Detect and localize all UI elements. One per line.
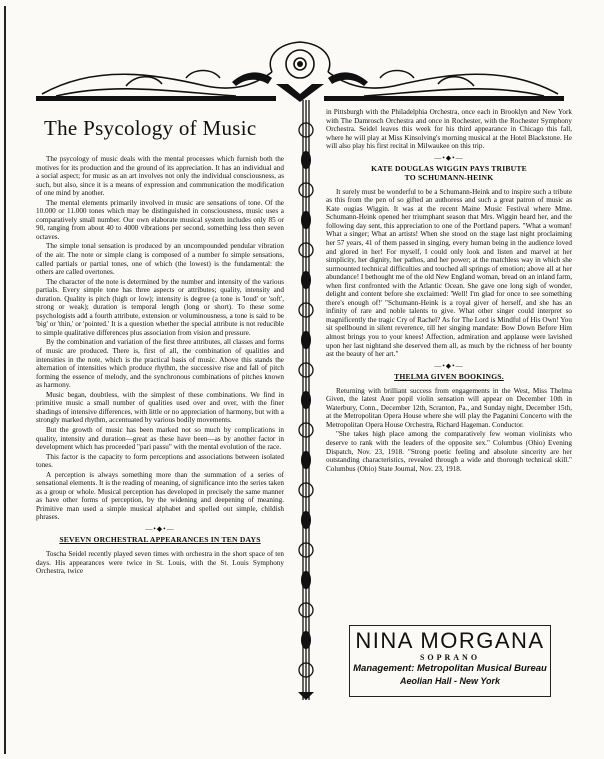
article-title-wiggin <box>326 164 572 182</box>
separator: —•◆•— <box>434 361 464 370</box>
paragraph: The simple tonal sensation is produced by an uncompounded pendular vibration of the air. The note or simple clang is composed of a number fo simple sensations, called partials or partial tones, one of which (the lowest) is the fundamental: the others are called overtones. <box>36 242 284 277</box>
paragraph: "She takes high place among the comparatively few woman violinists who deserve to rank with the leaders of the opposite sex." Columbus (Ohio) Evening Dispatch, Nov. 23, 1918. "Strong poetic feeling and absolute sincerity are her outstanding characteristics, revealed through a wide and thorough technical skill." Columbus (Ohio) State Journal, Nov. 23, 1918. <box>326 430 572 473</box>
advertisement-box <box>349 625 551 697</box>
article-title-orchestral: SEVEVN ORCHESTRAL APPEARANCES IN TEN DAYS <box>59 534 261 544</box>
column-divider-ornament-icon <box>294 100 318 700</box>
ad-hall: Aeolian Hall - New York <box>399 676 501 686</box>
ad-voice: SOPRANO <box>419 653 481 662</box>
article-title-thelma: THELMA GIVEN BOOKINGS. <box>394 371 504 381</box>
paragraph: It surely must be wonderful to be a Schumann-Heink and to inspire such a tribute as this from the pen of so gifted an authoress and such a great patron of music as Kate ougias Wiggin. It was at the recent Maine Music Festival where Mme. Schumann-Heink opened her triumphant season that Mrs. Wiggin heard her, and the following day sent, this appreciation to one of the Portland papers. "What a woman! What a singer; What an artists! When she stood on the stage last night proclaiming her 57 years, 41 of them passed in singing, every human being in the audience loved and glored in her! For myself, I could only look and listen and marvel at her simplicity, her dignity, her pathos, and her power; at the matchless way in which she surmounted technical difficulties and touched all springs of emotion; above all at her abundance! I bethought me of the old New England woman, bread on an inland farm, when first confronted with the Atlantic Ocean. She gave one long sigh of wonder, delight and content before she exclaimed: 'Well! I'm glad for once to see something there's enough of!' "Schumann-Heink is a royal giver of herself, and she has an infinity of rare and noble talents to give. What other singer could interpret so magnificently the tragic Cry of Rachel? As for The Lord is Mindful of His Own! You sit spellbound in silent reverence, till her singing mandate: Bow Down Before Him almost brings you to your knees! Affection, admiration and applause were lavished upon her last nightand she deserved them all, as much by the richness of her bounty ast the beauty of her art." <box>326 187 572 359</box>
right-column <box>326 108 572 474</box>
left-column <box>36 108 284 577</box>
paragraph: But the growth of music has been marked not so much by complications in quality, intensity and duration—great as these have been—as by another factor in development which has proceeded "pari passu" with the mental evolution of the race. <box>36 425 284 452</box>
article-title-wiggin-line1: KATE DOUGLAS WIGGIN PAYS TRIBUTE <box>371 163 527 173</box>
article-title-wiggin-line2: TO SCHUMANN-HEINK <box>404 172 494 182</box>
separator: —•◆•— <box>434 153 464 162</box>
separator: —•◆•— <box>145 524 175 533</box>
ad-name: NINA MORGANA <box>355 628 545 653</box>
paragraph: Returning with brilliant success from engagements in the West, Miss Thelma Given, the latest Auer popil violin sensation will appear on December 10th in Waterbury, Conn., December 12th, Scranton, Pa., and Sunday night, December 15th, at the Metropolitan Opera House where she will play the Paganini Concerto with the Metropolitan Opera House Orchestra, Richard Hageman. Conductor. <box>326 386 572 429</box>
ad-management: Management: Metropolitan Musical Bureau <box>353 663 547 674</box>
paragraph: This factor is the capacity to form perceptions and associations between isolated tones. <box>36 452 284 470</box>
paragraph: By the combination and variation of the first three attributes, all classes and forms of music are produced. There is, first of all, the combination of qualities and intensities in the note, which is the practical basis of music. Above this stands the alternation of intensities which produce rhythm, the successive rise and fall of pitch forming the essence of melody, and the synchronous combinations of pitches known as harmony. <box>36 338 284 390</box>
paragraph: Music began, doubtless, with the simplest of these combinations. We find in primitive music a small number of qualities used over and over, with the finer shadings of intensive differences, with little or no appreciation of harmony, but with a strongly marked rhythm, accentuated by various bodily movements. <box>36 390 284 425</box>
paragraph: Toscha Seidel recently played seven times with orchestra in the short space of ten days. His appearances were twice in St. Louis, with the St. Louis Symphony Orchestra, twice <box>36 549 284 576</box>
paragraph: The psycology of music deals with the mental processes which furnish both the motives for its production and the ground of its appreciation. It has an individual and a social aspect; for music as an art involves not only the individual consciousness, as such, but also, since it is a means of expression and communication the modification of one mind by another. <box>36 155 284 198</box>
paragraph: The character of the note is determined by the number and intensity of the various partials. Every simple tone has three aspects or attributes; quality, intensity and duration. Quality is pitch (high or low); intensity is degree (a tone is 'loud' or 'soft', strong or weak); duration is temporal length (long or short). To these some psychologists add a fourth attribute, extension or voluminousness, a tone is said to be 'big' or 'thin,' or 'pointed.' It is a question whether the special attribute is not reducible to simple qualitative differences plus association from vision and pressure. <box>36 277 284 337</box>
paragraph: The mental elements primarily involved in music are sensations of tone. Of the 10.000 or 11.000 tones which may be distinguished in consciousness, music uses a comparatively small number. Our own elaborate musical system includes only 85 or 90, ranging from about 40 to 4000 vibrations per second, something less then seven octaves. <box>36 198 284 241</box>
article-title-psycology: The Psycology of Music <box>44 116 257 140</box>
paragraph: in Pittsburgh with the Philadelphia Orchestra, once each in Brooklyn and New York with The Damrosch Orchestra and once in Rochester, with the Rochester Symphony Orchestra. Seidel leaves this week for his third appearance in Chicago this fall, where he will play at Miss Kinsolving's morning musical at the Hotel Blackstone. He will also play his first recital in Milwaukee on this trip. <box>326 108 572 151</box>
paragraph: A perception is always something more than the summation of a series of sensational elements. It is the reading of meaning, of significance into the series taken as a group or whole. Musical perception has developed in precisely the same manner as have other forms of perception, by the widening and deepening of meaning. Primitive man used a simple musical alphabet and spelled out simple, childish phrases. <box>36 470 284 522</box>
header-ornament-icon <box>36 34 564 104</box>
